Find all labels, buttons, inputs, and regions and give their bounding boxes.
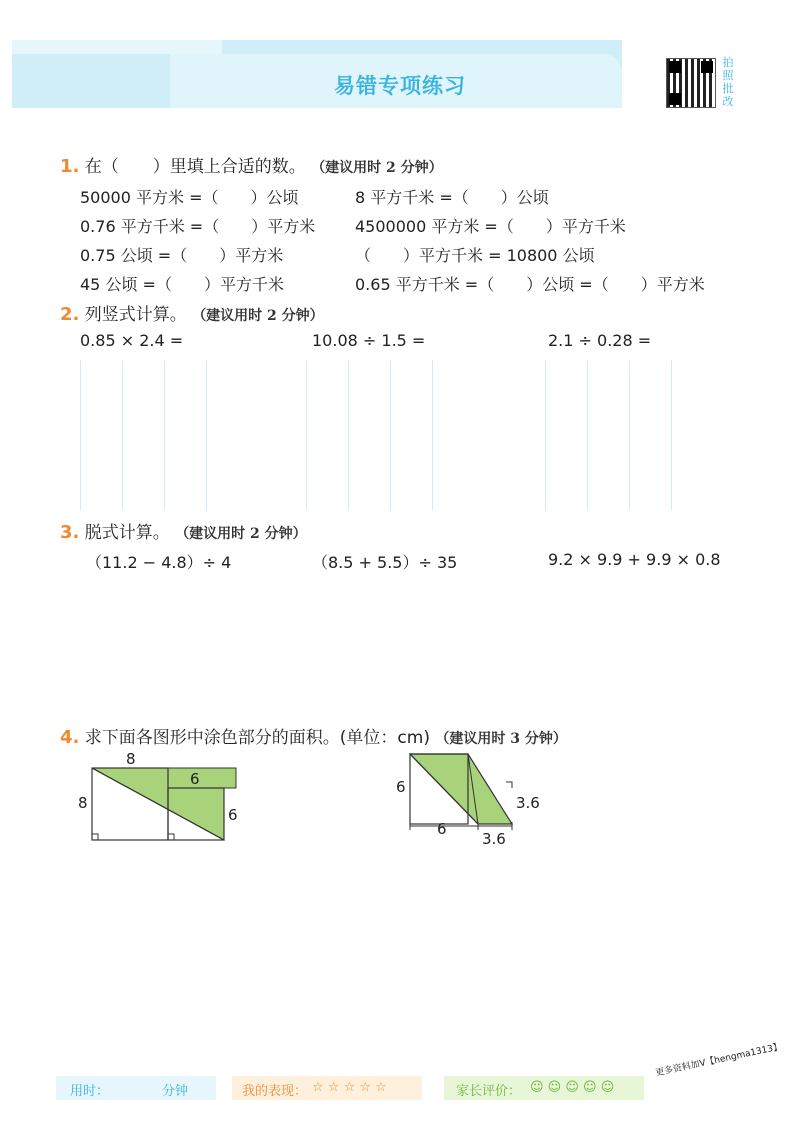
q4-number: 4. [60, 727, 80, 748]
q3-number: 3. [60, 522, 80, 543]
work-area [545, 360, 745, 510]
q1-item: 50000 平方米 =（ ）公顷 [80, 188, 299, 207]
q2-hint: （建议用时 2 分钟） [192, 308, 324, 324]
q1-item: 45 公顷 =（ ）平方千米 [80, 275, 284, 294]
q1-item: 0.65 平方千米 =（ ）公顷 =（ ）平方米 [355, 275, 705, 294]
qr-code-icon[interactable] [666, 58, 716, 108]
q4-hint: （建议用时 3 分钟） [435, 731, 567, 747]
time-unit: 分钟 [162, 1084, 189, 1099]
footer-time [56, 1076, 216, 1100]
q1-hint: （建议用时 2 分钟） [311, 160, 443, 176]
work-area [80, 360, 280, 510]
smiley-icon[interactable]: ☺ ☺ ☺ ☺ ☺ [530, 1080, 615, 1095]
star-icon[interactable]: ☆ ☆ ☆ ☆ ☆ [312, 1080, 387, 1095]
q1-item: 4500000 平方米 =（ ）平方千米 [355, 217, 626, 236]
header-band-top [12, 40, 222, 54]
q1-item: （ ）平方千米 = 10800 公顷 [355, 246, 595, 265]
footer-performance [232, 1076, 422, 1100]
performance-label: 我的表现： [242, 1084, 308, 1099]
q1-number: 1. [60, 156, 80, 177]
q2-title: 列竖式计算。 [84, 305, 187, 325]
figure-1 [70, 748, 250, 848]
page-title: 易错专项练习 [334, 74, 466, 98]
time-label: 用时： [70, 1084, 110, 1099]
figure-2-label-bottom-right: 3.6 [482, 830, 506, 848]
q3-heading [60, 518, 307, 543]
corner-note: 更多资料加V【hengma1313】 [654, 1042, 783, 1079]
q3-hint: （建议用时 2 分钟） [175, 526, 307, 542]
q3-title: 脱式计算。 [84, 523, 170, 543]
figure-2-shaded-region [410, 754, 512, 824]
q3-item: 9.2 × 9.9 + 9.9 × 0.8 [548, 550, 721, 569]
q1-item: 8 平方千米 =（ ）公顷 [355, 188, 549, 207]
q2-item: 0.85 × 2.4 = [80, 331, 184, 350]
parent-review-label: 家长评价： [456, 1084, 522, 1099]
figure-2-label-bottom-left: 6 [437, 820, 447, 838]
figure-1-label-top: 8 [126, 750, 136, 768]
q1-title: 在（ ）里填上合适的数。 [84, 157, 306, 177]
figure-1-label-small-top: 6 [190, 770, 200, 788]
q4-title: 求下面各图形中涂色部分的面积。(单位：cm) [84, 728, 430, 748]
work-area [306, 360, 506, 510]
q2-item: 10.08 ÷ 1.5 = [312, 331, 426, 350]
figure-2-label-left: 6 [396, 778, 406, 796]
q2-heading [60, 300, 324, 325]
q3-item: （8.5 + 5.5）÷ 35 [312, 553, 458, 572]
q2-item: 2.1 ÷ 0.28 = [548, 331, 652, 350]
photo-grade-label: 拍照批改 [722, 56, 734, 108]
q1-item: 0.75 公顷 =（ ）平方米 [80, 246, 284, 265]
q4-heading [60, 723, 567, 748]
figure-1-label-small-right: 6 [228, 806, 238, 824]
figure-2 [392, 748, 542, 848]
q3-item: （11.2 − 4.8）÷ 4 [86, 553, 232, 572]
figure-1-label-left: 8 [78, 794, 88, 812]
q1-heading [60, 152, 443, 177]
figure-2-label-right: 3.6 [516, 794, 540, 812]
footer-parent-review [444, 1076, 644, 1100]
q2-number: 2. [60, 304, 80, 325]
q1-item: 0.76 平方千米 =（ ）平方米 [80, 217, 316, 236]
